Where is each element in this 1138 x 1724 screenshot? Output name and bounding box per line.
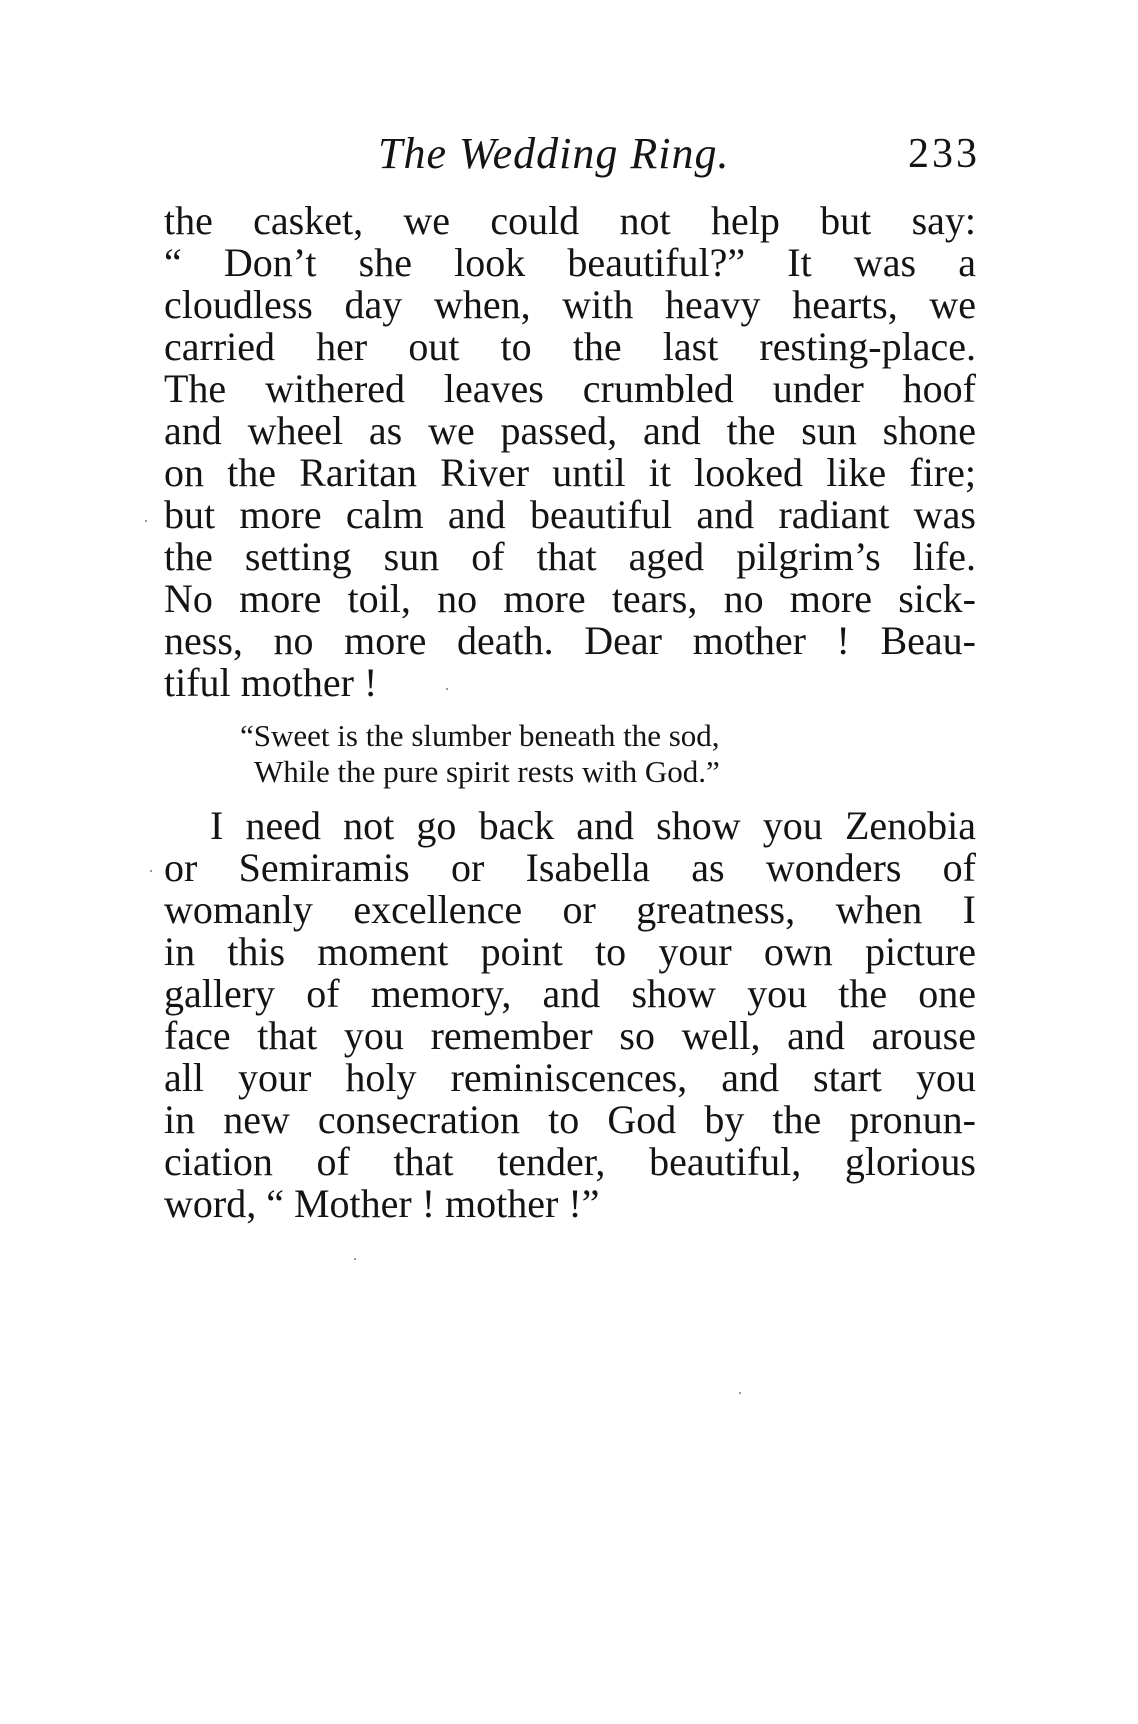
paragraph-2	[164, 805, 976, 1225]
text-line: the casket, we could not help but say:	[164, 198, 976, 243]
text-line: “ Don’t she look beautiful?” It was a	[164, 240, 976, 285]
text-line: ness, no more death. Dear mother ! Beau-	[164, 618, 976, 663]
text-line: in new consecration to God by the pronun-	[164, 1097, 976, 1142]
text-line: cloudless day when, with heavy hearts, we	[164, 282, 976, 327]
paper-speck	[150, 870, 152, 872]
page-number: 233	[908, 131, 980, 177]
text-line: face that you remember so well, and arouse	[164, 1013, 976, 1058]
running-head	[160, 128, 980, 188]
text-line: but more calm and beautiful and radiant was	[164, 492, 976, 537]
text-line: tiful mother !	[164, 660, 378, 705]
text-line: I need not go back and show you Zenobia	[210, 803, 976, 848]
text-line: on the Raritan River until it looked like fire;	[164, 450, 976, 495]
verse-quote	[240, 718, 880, 790]
text-line: word, “ Mother ! mother !”	[164, 1181, 600, 1226]
paper-speck	[446, 688, 448, 690]
running-title: The Wedding Ring.	[378, 129, 730, 178]
text-line: womanly excellence or greatness, when I	[164, 887, 976, 932]
paragraph-1	[164, 200, 976, 704]
paper-speck	[354, 1258, 356, 1260]
paper-speck	[739, 1392, 741, 1394]
text-line: The withered leaves crumbled under hoof	[164, 366, 976, 411]
text-line: No more toil, no more tears, no more sick-	[164, 576, 976, 621]
paper-speck	[145, 520, 147, 522]
text-line: gallery of memory, and show you the one	[164, 971, 976, 1016]
text-line: and wheel as we passed, and the sun shone	[164, 408, 976, 453]
text-line: ciation of that tender, beautiful, glorious	[164, 1139, 976, 1184]
text-line: or Semiramis or Isabella as wonders of	[164, 845, 976, 890]
text-line: all your holy reminiscences, and start you	[164, 1055, 976, 1100]
text-line: in this moment point to your own picture	[164, 929, 976, 974]
verse-line: “Sweet is the slumber beneath the sod,	[240, 718, 720, 753]
text-line: the setting sun of that aged pilgrim’s life.	[164, 534, 976, 579]
text-line: carried her out to the last resting-place.	[164, 324, 976, 369]
verse-line: While the pure spirit rests with God.”	[254, 754, 720, 789]
